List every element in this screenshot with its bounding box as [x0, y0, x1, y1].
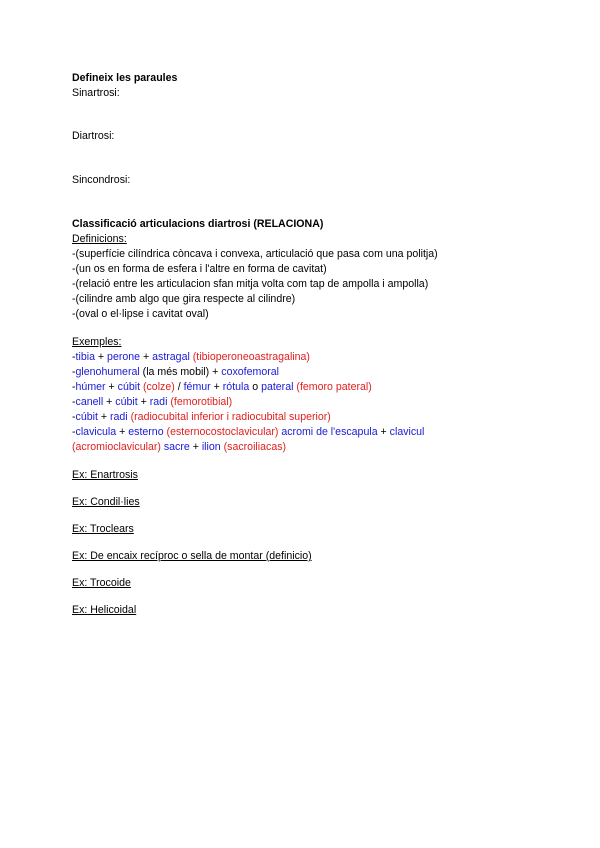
example-connector: + — [140, 351, 153, 363]
example-line — [72, 410, 331, 425]
definitions-heading: Definicions: — [72, 233, 127, 245]
section-title-defineix: Defineix les paraules — [72, 72, 178, 84]
term-diartrosi: Diartrosi: — [72, 130, 115, 142]
example-bone: fémur — [183, 381, 211, 393]
ex-item-helicoidal: Ex: Helicoidal — [72, 604, 137, 616]
example-bone: húmer — [75, 381, 106, 393]
example-connector: + — [116, 426, 129, 438]
example-bone: coxofemoral — [221, 366, 279, 378]
example-connector: + — [94, 351, 108, 363]
example-connector: + — [105, 381, 118, 393]
example-connector: (la més mobil) + — [139, 366, 222, 378]
example-line — [72, 365, 279, 380]
example-joint-type: (femorotibial) — [167, 396, 233, 408]
example-bone: astragal — [152, 351, 190, 363]
section-title-classificacio: Classificació articulacions diartrosi (RELACIONA) — [72, 218, 324, 230]
example-connector: - — [72, 351, 76, 363]
example-bone: cúbit — [115, 396, 138, 408]
definition-item: -(un os en forma de esfera i l'altre en forma de cavitat) — [72, 263, 327, 275]
example-joint-type: (colze) — [140, 381, 175, 393]
example-bone: clavicula — [75, 426, 117, 438]
example-connector: + — [377, 426, 390, 438]
example-joint-type: (esternocostoclavicular) — [163, 426, 279, 438]
example-connector: - — [72, 381, 76, 393]
example-bone: radi — [110, 411, 128, 423]
definition-item: -(relació entre les articulacion sfan mitja volta com tap de ampolla i ampolla) — [72, 278, 429, 290]
example-connector: - — [72, 396, 76, 408]
example-bone: acromi de l'escapula — [278, 426, 378, 438]
definition-item: -(superfície cilíndrica còncava i convexa, articulació que pasa com una politja) — [72, 248, 438, 260]
example-bone: tibia — [75, 351, 95, 363]
example-line — [72, 440, 286, 455]
example-bone: glenohumeral — [75, 366, 140, 378]
example-bone: pateral — [261, 381, 294, 393]
example-joint-type: (acromioclavicular) — [72, 441, 161, 453]
term-sincondrosi: Sincondrosi: — [72, 174, 131, 186]
example-bone: clavicul — [389, 426, 425, 438]
ex-item-encaix: Ex: De encaix recíproc o sella de montar (definicio) — [72, 550, 312, 562]
example-joint-type: (tibioperoneoastragalina) — [189, 351, 310, 363]
example-bone: radi — [149, 396, 168, 408]
example-joint-type: (radiocubital inferior i radiocubital superior) — [127, 411, 331, 423]
example-bone: esterno — [128, 426, 164, 438]
example-connector: / — [174, 381, 184, 393]
example-line — [72, 395, 232, 410]
example-connector: o — [249, 381, 262, 393]
example-connector: + — [137, 396, 150, 408]
example-connector: + — [103, 396, 116, 408]
examples-heading: Exemples: — [72, 336, 122, 348]
definition-item: -(oval o el·lipse i cavitat oval) — [72, 308, 209, 320]
example-bone: perone — [107, 351, 141, 363]
term-sinartrosi: Sinartrosi: — [72, 87, 120, 99]
example-line — [72, 380, 372, 395]
example-line — [72, 425, 424, 440]
example-bone: ilion — [201, 441, 221, 453]
example-bone: canell — [75, 396, 104, 408]
example-joint-type: (sacroiliacas) — [220, 441, 287, 453]
example-connector: + — [189, 441, 202, 453]
definition-item: -(cilindre amb algo que gira respecte al cilindre) — [72, 293, 296, 305]
example-joint-type: (femoro pateral) — [293, 381, 372, 393]
example-connector: + — [210, 381, 223, 393]
ex-item-trocoide: Ex: Trocoide — [72, 577, 131, 589]
ex-item-enartrosis: Ex: Enartrosis — [72, 469, 138, 481]
example-connector: - — [72, 366, 76, 378]
example-connector: + — [97, 411, 110, 423]
ex-item-troclears: Ex: Troclears — [72, 523, 134, 535]
example-connector: - — [72, 426, 76, 438]
example-line — [72, 350, 310, 365]
example-bone: sacre — [160, 441, 190, 453]
example-connector: - — [72, 411, 76, 423]
ex-item-condillies: Ex: Condil·lies — [72, 496, 140, 508]
example-bone: cúbit — [117, 381, 141, 393]
example-bone: rótula — [222, 381, 250, 393]
example-bone: cúbit — [75, 411, 98, 423]
